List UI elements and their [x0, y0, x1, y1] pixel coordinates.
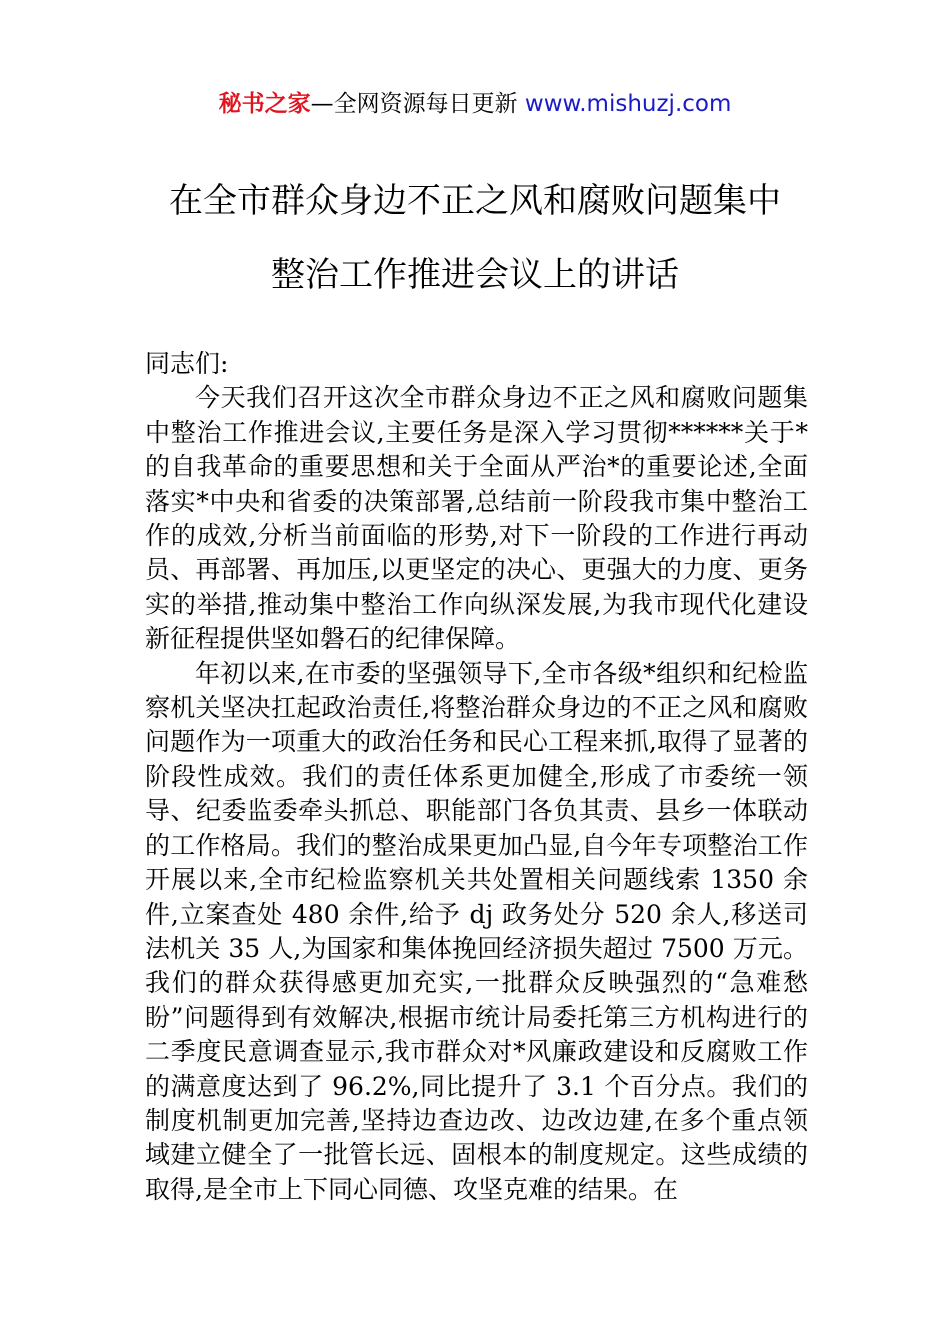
header-tagline: —全网资源每日更新	[310, 91, 525, 117]
document-title	[0, 180, 950, 296]
site-header	[0, 88, 950, 120]
paragraph-2: 年初以来,在市委的坚强领导下,全市各级*组织和纪检监察机关坚决扛起政治责任,将整治群众身边的不正之风和腐败问题作为一项重大的政治任务和民心工程来抓,取得了显著的阶段性成效。我们的责任体系更加健全,形成了市委统一领导、纪委监委牵头抓总、职能部门各负其责、县乡一体联动的工作格局。我们的整治成果更加凸显,自今年专项整治工作开展以来,全市纪检监察机关共处置相关问题线索 1350 余件,立案查处 480 余件,给予 dj 政务处分 520 余人,移送司法机关 35 人,为国家和集体挽回经济损失超过 7500 万元。我们的群众获得感更加充实,一批群众反映强烈的“急难愁盼”问题得到有效解决,根据市统计局委托第三方机构进行的二季度民意调查显示,我市群众对*风廉政建设和反腐败工作的满意度达到了 96.2%,同比提升了 3.1 个百分点。我们的制度机制更加完善,坚持边查边改、边改边建,在多个重点领域建立健全了一批管长远、固根本的制度规定。这些成绩的取得,是全市上下同心同德、攻坚克难的结果。在	[145, 658, 808, 1204]
title-line-1: 在全市群众身边不正之风和腐败问题集中	[169, 181, 781, 221]
title-line-2: 整治工作推进会议上的讲话	[271, 255, 679, 295]
document-body	[145, 347, 808, 1207]
brand-name: 秘书之家	[218, 91, 311, 117]
salutation: 同志们:	[145, 349, 229, 378]
paragraph-1: 今天我们召开这次全市群众身边不正之风和腐败问题集中整治工作推进会议,主要任务是深入学习贯彻******关于*的自我革命的重要思想和关于全面从严治*的重要论述,全面落实*中央和省委的决策部署,总结前一阶段我市集中整治工作的成效,分析当前面临的形势,对下一阶段的工作进行再动员、再部署、再加压,以更坚定的决心、更强大的力度、更务实的举措,推动集中整治工作向纵深发展,为我市现代化建设新征程提供坚如磐石的纪律保障。	[145, 383, 808, 654]
site-url-link[interactable]: www.mishuzj.com	[524, 91, 732, 117]
